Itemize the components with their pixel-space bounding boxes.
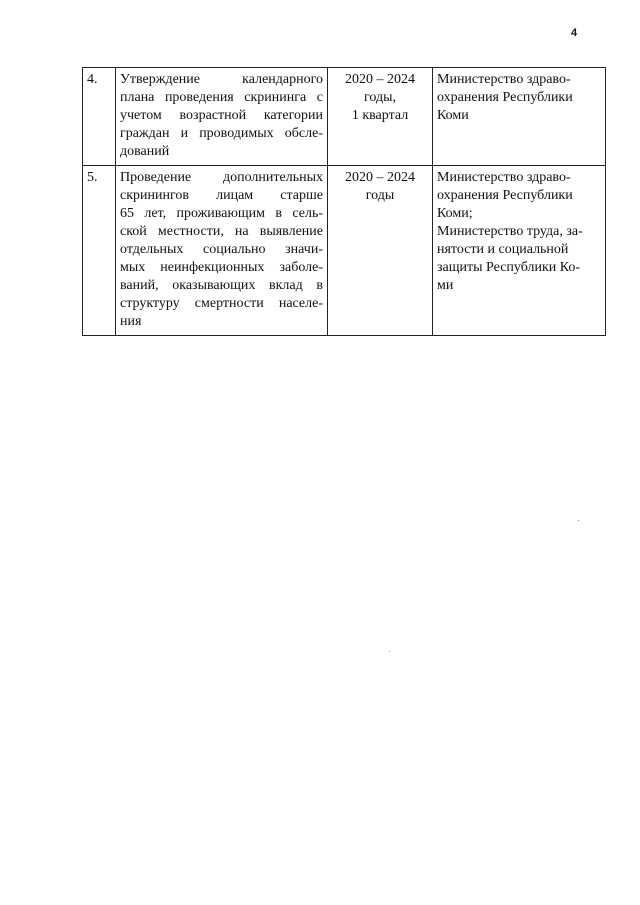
- table-row: [83, 166, 606, 336]
- activity-line: ваний, оказывающих вклад в: [120, 278, 323, 293]
- executor-cell: [433, 166, 606, 336]
- row-number: 5.: [83, 166, 116, 336]
- executor-line: Коми;: [437, 206, 473, 221]
- executor-line: Министерство труда, за-: [437, 224, 583, 239]
- activity-line: ния: [120, 314, 142, 329]
- page-number: 4: [571, 27, 578, 39]
- activity-line: Утверждение календарного: [120, 72, 323, 87]
- executor-line: охранения Республики: [437, 90, 573, 105]
- executor-line: Министерство здраво-: [437, 170, 571, 185]
- activity-line: граждан и проводимых обсле-: [120, 126, 323, 141]
- activity-line: 65 лет, проживающим в сель-: [120, 206, 323, 221]
- executor-line: ми: [437, 278, 454, 293]
- executor-cell: [433, 68, 606, 166]
- activity-line: учетом возрастной категории: [120, 108, 323, 123]
- term-line: годы,: [363, 90, 397, 105]
- scan-speck: [578, 520, 579, 521]
- executor-line: защиты Республики Ко-: [437, 260, 581, 275]
- activity-line: плана проведения скрининга с: [120, 90, 323, 105]
- term-line: 1 квартал: [351, 108, 409, 123]
- row-number: 4.: [83, 68, 116, 166]
- term-line: годы: [365, 188, 395, 203]
- activity-line: дований: [120, 144, 170, 159]
- activity-line: скринингов лицам старше: [120, 188, 323, 203]
- plan-table: [82, 67, 606, 336]
- term-line: 2020 – 2024: [345, 170, 415, 185]
- executor-line: охранения Республики: [437, 188, 573, 203]
- activity-line: отдельных социально значи-: [120, 242, 323, 257]
- activity-cell: [116, 68, 328, 166]
- executor-line: Министерство здраво-: [437, 72, 571, 87]
- activity-line: мых неинфекционных заболе-: [120, 260, 323, 275]
- term-line: 2020 – 2024: [345, 72, 415, 87]
- executor-line: Коми: [437, 108, 469, 123]
- term-cell: [328, 68, 433, 166]
- activity-cell: [116, 166, 328, 336]
- scan-speck: [389, 651, 390, 652]
- activity-line: Проведение дополнительных: [120, 170, 323, 185]
- table-row: [83, 68, 606, 166]
- term-cell: [328, 166, 433, 336]
- activity-line: структуру смертности населе-: [120, 296, 323, 311]
- executor-line: нятости и социальной: [437, 242, 569, 257]
- activity-line: ской местности, на выявление: [120, 224, 323, 239]
